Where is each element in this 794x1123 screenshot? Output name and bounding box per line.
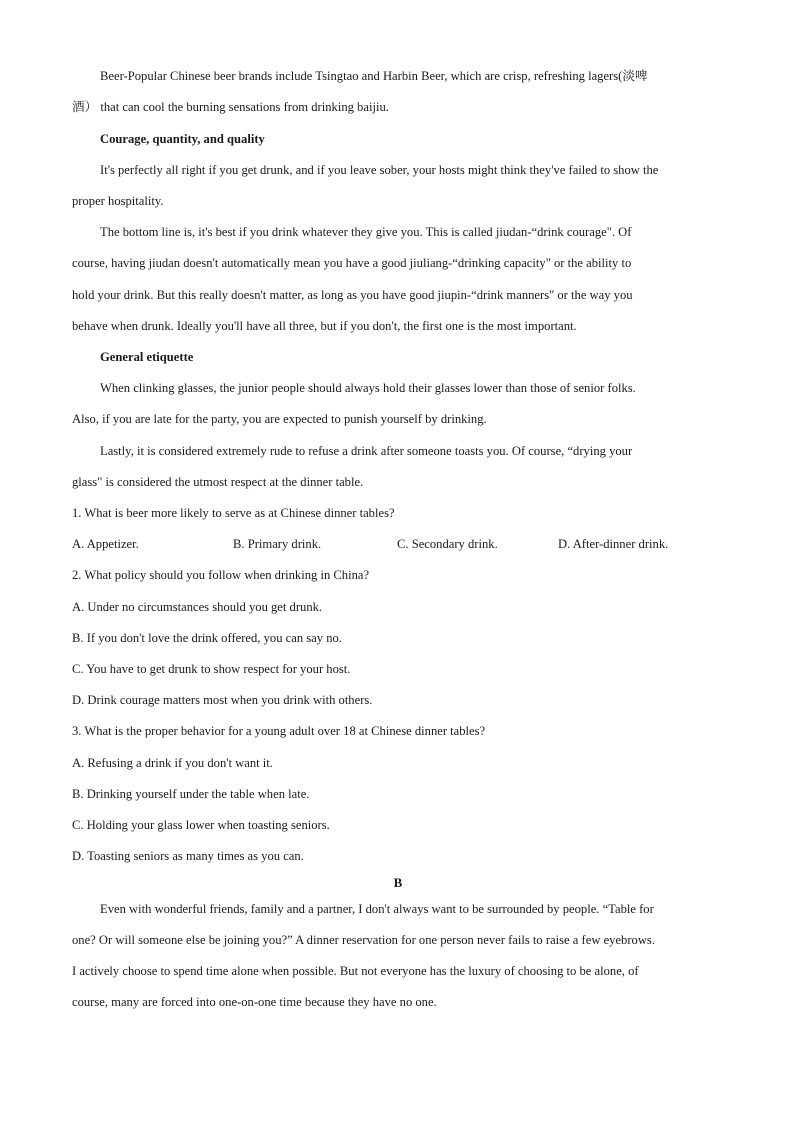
beer-paragraph-line: 酒） that can cool the burning sensations from drinking baijiu. xyxy=(72,100,389,114)
paragraph-line: Also, if you are late for the party, you are expected to punish yourself by drinking. xyxy=(72,412,487,426)
paragraph-line: The bottom line is, it's best if you drink whatever they give you. This is called jiudan-“drink courage". Of xyxy=(100,225,632,239)
paragraph-line: hold your drink. But this really doesn't matter, as long as you have good jiupin-“drink manners" or the way you xyxy=(72,288,633,302)
passage-b-line: course, many are forced into one-on-one time because they have no one. xyxy=(72,995,437,1009)
passage-b-heading: B xyxy=(393,875,403,890)
question-1: 1. What is beer more likely to serve as at Chinese dinner tables? xyxy=(72,506,395,520)
section-heading-courage: Courage, quantity, and quality xyxy=(100,132,265,146)
q3-option-a: A. Refusing a drink if you don't want it. xyxy=(72,756,273,770)
q2-option-c: C. You have to get drunk to show respect for your host. xyxy=(72,662,351,676)
paragraph-line: proper hospitality. xyxy=(72,194,164,208)
paragraph-line: It's perfectly all right if you get drunk, and if you leave sober, your hosts might think they've failed to show the xyxy=(100,163,659,177)
passage-b-line: one? Or will someone else be joining you?” A dinner reservation for one person never fails to raise a few eyebrows. xyxy=(72,933,655,947)
beer-paragraph-line: Beer-Popular Chinese beer brands include Tsingtao and Harbin Beer, which are crisp, refreshing lagers(淡啤 xyxy=(100,69,648,83)
paragraph-line: glass" is considered the utmost respect at the dinner table. xyxy=(72,475,364,489)
q1-option-d: D. After-dinner drink. xyxy=(558,537,669,551)
question-2: 2. What policy should you follow when drinking in China? xyxy=(72,568,370,582)
passage-b-line: Even with wonderful friends, family and a partner, I don't always want to be surrounded by people. “Table for xyxy=(100,902,654,916)
paragraph-line: behave when drunk. Ideally you'll have all three, but if you don't, the first one is the most important. xyxy=(72,319,577,333)
question-3: 3. What is the proper behavior for a young adult over 18 at Chinese dinner tables? xyxy=(72,724,486,738)
section-heading-etiquette: General etiquette xyxy=(100,350,194,364)
q1-option-a: A. Appetizer. xyxy=(72,537,139,551)
q2-option-a: A. Under no circumstances should you get drunk. xyxy=(72,600,323,614)
q2-option-b: B. If you don't love the drink offered, you can say no. xyxy=(72,631,342,645)
q1-option-b: B. Primary drink. xyxy=(233,537,322,551)
q3-option-c: C. Holding your glass lower when toasting seniors. xyxy=(72,818,330,832)
paragraph-line: Lastly, it is considered extremely rude to refuse a drink after someone toasts you. Of course, “drying your xyxy=(100,444,633,458)
q2-option-d: D. Drink courage matters most when you drink with others. xyxy=(72,693,373,707)
paragraph-line: course, having jiudan doesn't automatically mean you have a good jiuliang-“drinking capacity" or the ability to xyxy=(72,256,632,270)
q3-option-d: D. Toasting seniors as many times as you can. xyxy=(72,849,304,863)
q1-option-c: C. Secondary drink. xyxy=(397,537,498,551)
paragraph-line: When clinking glasses, the junior people should always hold their glasses lower than those of senior folks. xyxy=(100,381,636,395)
passage-b-line: I actively choose to spend time alone when possible. But not everyone has the luxury of choosing to be alone, of xyxy=(72,964,639,978)
q3-option-b: B. Drinking yourself under the table when late. xyxy=(72,787,310,801)
